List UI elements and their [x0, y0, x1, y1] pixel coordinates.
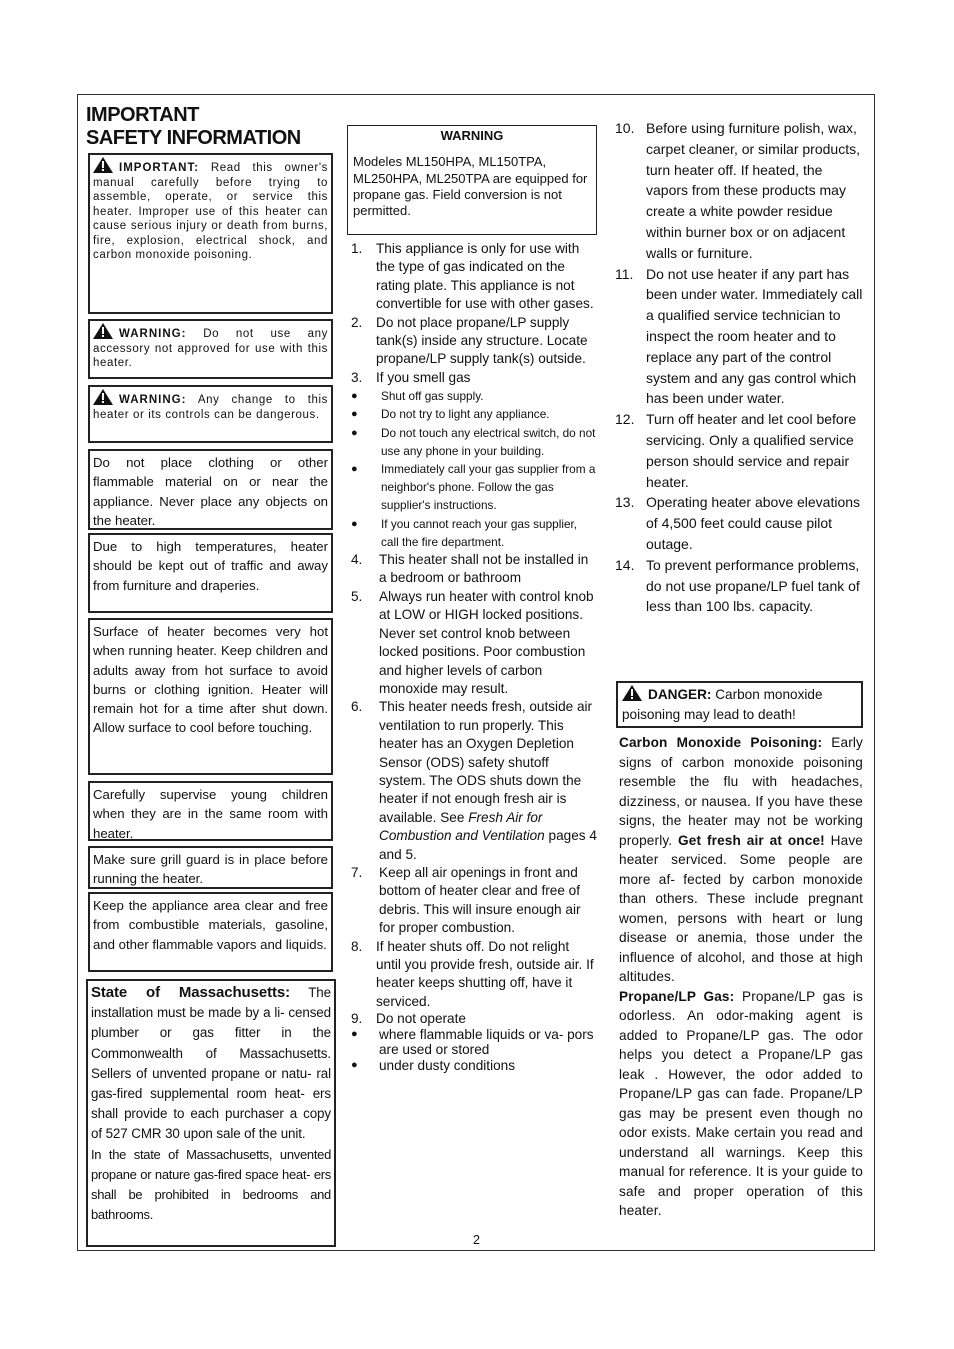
- list-item: 8. If heater shuts off. Do not relight until you provide fresh, outside air. If heater keeps shutting off, have it serviced.: [351, 938, 594, 1009]
- lp-title: Propane/LP Gas:: [619, 988, 735, 1004]
- safety-list-middle: [351, 240, 597, 1074]
- warning-text: Do not use any accessory not approved for use with this heater.: [93, 328, 328, 369]
- list-item: 5. Always run heater with control knob at LOW or HIGH locked positions. Never set control knob between locked positions. Poor combustion and higher levels of carbon monoxide may result.: [351, 588, 594, 696]
- list-item: 13. Operating heater above elevations of 4,500 feet could cause pilot outage.: [615, 494, 861, 552]
- massachusetts-box: State of Massachusetts: The installation must be made by a li- censed plumber or gas fitter in the Commonwealth of Massachusetts. Sellers of unvented propane or natu- ral gas-fired supplemental room heat- ers shall provide to each purchaser a copy of 527 CMR 30 upon sale of the unit. In the state of Massachusetts, unvented propane or nature gas-fired space heat- ers shall be prohibited in bedrooms and bathrooms.: [86, 979, 336, 1247]
- propane-warning-box: [347, 125, 597, 235]
- warning-triangle-icon: [93, 157, 113, 173]
- bullet-item: ● under dusty conditions: [351, 1058, 516, 1074]
- bullet-item: ● where flammable liquids or va- pors are used or stored: [351, 1026, 594, 1058]
- danger-label: DANGER:: [648, 687, 712, 702]
- list-item: 1. This appliance is only for use with the type of gas indicated on the rating plate. This appliance is not convertible for use with other gases.: [351, 241, 594, 312]
- bullet-icon: ●: [351, 1027, 358, 1040]
- danger-box: DANGER: Carbon monoxide poisoning may lead to death!: [616, 681, 863, 728]
- bullet-icon: ●: [351, 463, 358, 476]
- list-item: 12. Turn off heater and let cool before servicing. Only a qualified service person should service and repair heater.: [615, 411, 857, 490]
- list-item: 3. If you smell gas: [351, 369, 471, 385]
- warning-accessory-box: [88, 319, 333, 379]
- important-box: [88, 153, 333, 314]
- list-item: 2. Do not place propane/LP supply tank(s) inside any structure. Locate propane/LP supply tank(s) outside.: [351, 314, 588, 367]
- bullet-icon: ●: [351, 1059, 358, 1072]
- bullet-item: ● Do not touch any electrical switch, do not use any phone in your building.: [351, 425, 596, 458]
- list-item: 14. To prevent performance problems, do not use propane/LP fuel tank of less than 100 lbs. capacity.: [615, 556, 860, 615]
- page-title: IMPORTANT SAFETY INFORMATION: [86, 104, 301, 149]
- list-item: 9. Do not operate: [351, 1011, 466, 1027]
- warning-label: WARNING:: [119, 394, 187, 406]
- warning-triangle-icon: [93, 323, 113, 339]
- warning-triangle-icon: [93, 389, 113, 405]
- warning-box-text: Modeles ML150HPA, ML150TPA, ML250HPA, ML250TPA are equipped for propane gas. Field conversion is not permitted.: [353, 154, 588, 219]
- warning-triangle-icon: [622, 685, 642, 701]
- bullet-item: ● Do not try to light any appliance.: [351, 405, 597, 423]
- bullet-icon: ●: [351, 517, 358, 530]
- warning-change-box: [88, 385, 333, 443]
- bullet-icon: ●: [351, 390, 358, 403]
- important-text: Read this owner's manual carefully before trying to assemble, operate, or service this heater. Improper use of this heater can cause serious injury or death from burns, fire, explosion, electrical shock, and carbon monoxide poisoning.: [93, 162, 328, 261]
- list-item: 7. Keep all air openings in front and bottom of heater clear and free of debris. This will insure enough air for proper combustion.: [351, 864, 581, 936]
- bullet-item: ● Immediately call your gas supplier from a neighbor's phone. Follow the gas supplier's instructions.: [351, 462, 596, 513]
- list-item: 11. Do not use heater if any part has been under water. Immediately call a qualified service technician to inspect the room heater and to replace any part of the control system and any gas control which has been under water.: [615, 265, 863, 407]
- bullet-item: ● Shut off gas supply.: [351, 387, 597, 405]
- clothing-box: Do not place clothing or other flammable material on or near the appliance. Never place any objects on the heater.: [88, 449, 333, 530]
- list-item: 4. This heater shall not be installed in a bedroom or bathroom: [351, 552, 589, 586]
- safety-list-right: [615, 118, 863, 617]
- keep-clear-box: Keep the appliance area clear and free from combustible materials, gasoline, and other flammable vapors and liquids.: [88, 892, 333, 972]
- bullet-icon: ●: [351, 426, 358, 439]
- warning-text: Any change to this heater or its controls can be dangerous.: [93, 394, 328, 421]
- warning-label: WARNING:: [119, 328, 187, 340]
- bullet-icon: ●: [351, 408, 358, 421]
- page-number: 2: [473, 1233, 480, 1247]
- temperature-box: Due to high temperatures, heater should be kept out of traffic and away from furniture and draperies.: [88, 533, 333, 613]
- massachusetts-title: State of Massachusetts:: [91, 984, 291, 1001]
- cross-reference: Fresh Air for Combustion and Ventilation: [379, 809, 545, 844]
- hot-surface-box: Surface of heater becomes very hot when running heater. Keep children and adults away from hot surface to avoid burns or clothing ignition. Heater will remain hot for a time after shut down. Allow surface to cool before touching.: [88, 618, 333, 775]
- carbon-monoxide-section: Carbon Monoxide Poisoning: Early signs of carbon monoxide poisoning resemble the flu with headaches, dizziness, or nausea. If you have these signs, the heater may not be working properly. Get fresh air at once! Have heater serviced. Some people are more af- fected by carbon monoxide than others. These include pregnant women, persons with heart or lung disease or anemia, those under the influence of alcohol, and those at high altitudes. Propane/LP Gas: Propane/LP gas is odorless. An odor-making agent is added to Propane/LP gas. The odor helps you detect a Propane/LP gas leak . However, the odor added to Propane/LP gas can fade. Propane/LP gas may be present even though no odor exists. Make certain you read and understand all warnings. Keep this manual for reference. It is your guide to safe and proper operation of this heater.: [619, 735, 864, 1218]
- grill-guard-box: Make sure grill guard is in place before running the heater.: [88, 846, 333, 889]
- list-item: 6. This heater needs fresh, outside air ventilation to run properly. This heater has an Oxygen Depletion Sensor (ODS) safety shutoff system. The ODS shuts down the heater if not enough fresh air is available. See Fresh Air for Combustion and Ventilation pages 4 and 5.: [351, 699, 597, 862]
- warning-box-title: WARNING: [440, 128, 504, 143]
- list-item: 10. Before using furniture polish, wax, carpet cleaner, or similar products, turn heater off. If heated, the vapors from these products may create a white powder residue within burner box or on adjacent walls or furniture.: [615, 120, 860, 261]
- page-frame: [77, 94, 875, 1251]
- bullet-item: ● If you cannot reach your gas supplier, call the fire department.: [351, 516, 578, 549]
- important-label: IMPORTANT:: [119, 162, 200, 174]
- co-title: Carbon Monoxide Poisoning:: [619, 735, 823, 750]
- supervise-box: Carefully supervise young children when they are in the same room with heater.: [88, 781, 333, 841]
